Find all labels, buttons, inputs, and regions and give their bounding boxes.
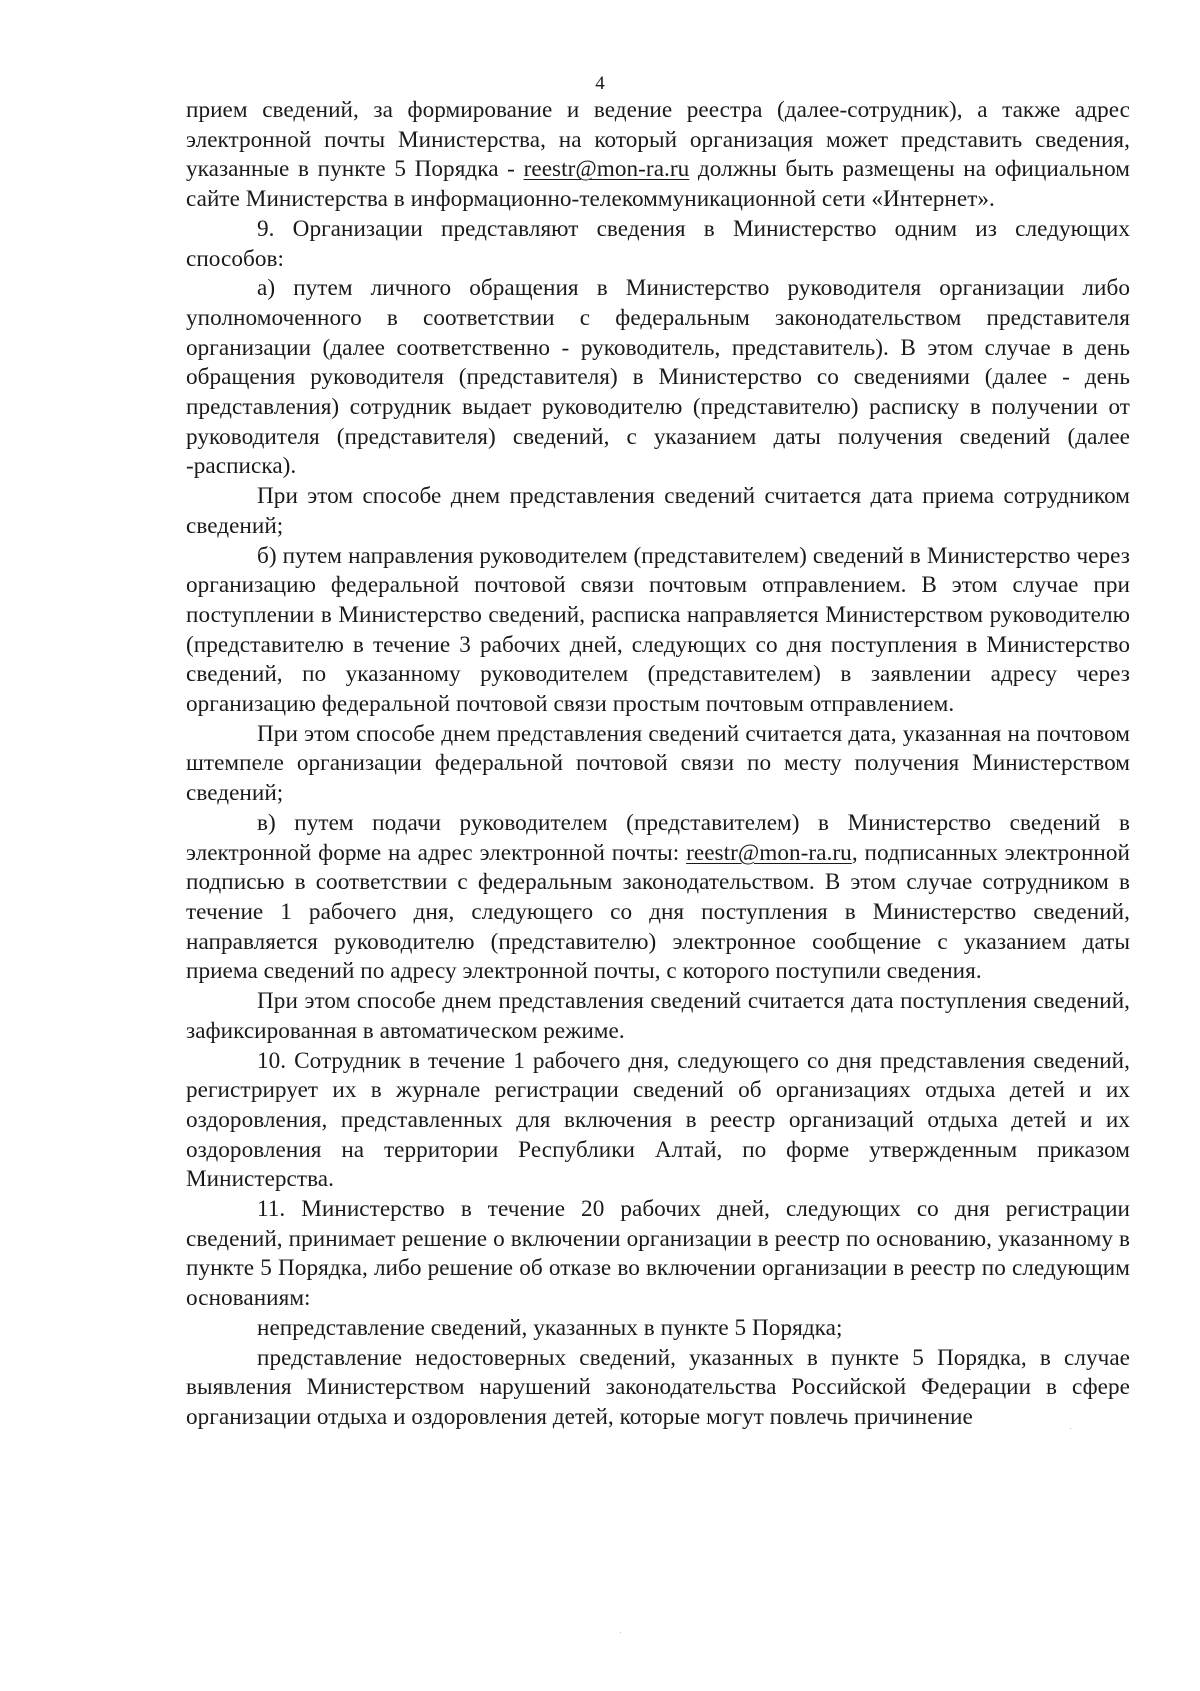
paragraph-text: 10. Сотрудник в течение 1 рабочего дня, следующего со дня представления сведений, регистрирует их в журнале регистрации сведений об организациях отдыха детей и их оздоровления, представленных для включения в реестр организаций отдыха детей и их оздоровления на территории Республики Алтай, по форме утвержденным приказом Министерства. <box>186 1047 1130 1193</box>
paragraph-text: , подписанных электронной подписью в соответствии с федеральным законодательством. В этом случае сотрудником в течение 1 рабочего дня, следующего со дня поступления в Министерство сведений, направляется руководителю (представителю) электронное сообщение с указанием даты приема сведений по адресу электронной почты, с которого поступили сведения. <box>186 839 1130 985</box>
paragraph-text: 11. Министерство в течение 20 рабочих дней, следующих со дня регистрации сведений, принимает решение о включении организации в реестр по основанию, указанному в пункте 5 Порядка, либо решение об отказе во включении организации в реестр по следующим основаниям: <box>186 1196 1130 1312</box>
paragraph-text: б) путем направления руководителем (представителем) сведений в Министерство через организацию федеральной почтовой связи почтовым отправлением. В этом случае при поступлении в Министерство сведений, расписка направляется Министерством руководителю (представителю в течение 3 рабочих дней, следующих со дня поступления в Министерство сведений, по указанному руководителем (представителем) в заявлении адресу через организацию федеральной почтовой связи простым почтовым отправлением. <box>186 542 1130 718</box>
paragraph-text: При этом способе днем представления сведений считается дата, указанная на почтовом штемпеле организации федеральной почтовой связи по месту получения Министерством сведений; <box>186 720 1130 807</box>
paragraph-text: должны быть размещены на официальном сайте Министерства в информационно-телекоммуникационной сети «Интернет». <box>186 156 1130 213</box>
paragraph-text: При этом способе днем представления сведений считается дата поступления сведений, зафиксированная в автоматическом режиме. <box>186 988 1130 1044</box>
paragraph <box>186 720 1130 809</box>
paragraph-text: представление недостоверных сведений, указанных в пункте 5 Порядка, в случае выявления Министерством нарушений законодательства Российской Федерации в сфере организации отдыха и оздоровления детей, которые могут повлечь причинение <box>186 1344 1130 1430</box>
paragraph <box>186 96 1130 215</box>
paragraph <box>186 542 1130 720</box>
paragraph-text: а) путем личного обращения в Министерство руководителя организации либо уполномоченного в соответствии с федеральным законодательством представителя организации (далее соответственно - руководитель, представитель). В этом случае в день обращения руководителя (представителя) в Министерство со сведениями (далее - день представления) сотрудник выдает руководителю (представителю) расписку в получении от руководителя (представителя) сведений, с указанием даты получения сведений (далее -расписка). <box>186 275 1130 480</box>
paragraph <box>186 1314 1130 1344</box>
document-body <box>186 96 1130 1433</box>
paragraph-text: При этом способе днем представления сведений считается дата приема сотрудником сведений; <box>186 483 1130 539</box>
email-link[interactable]: reestr@mon-ra.ru <box>686 839 852 866</box>
paragraph <box>186 987 1130 1046</box>
paragraph <box>186 1195 1130 1314</box>
paragraph-text: прием сведений, за формирование и ведение реестра (далее-сотрудник), а также адрес электронной почты Министерства, на который организация может представить сведения, указанные в пункте 5 Порядка - <box>186 97 1130 183</box>
scan-artifact <box>1070 1428 1071 1429</box>
paragraph-text: в) путем подачи руководителем (представителем) в Министерство сведений в электронной форме на адрес электронной почты: <box>186 809 1130 866</box>
page-number: 4 <box>595 73 605 94</box>
paragraph <box>186 215 1130 274</box>
paragraph-text: непредставление сведений, указанных в пункте 5 Порядка; <box>257 1314 843 1341</box>
paragraph <box>186 274 1130 482</box>
paragraph <box>186 1344 1130 1433</box>
email-link[interactable]: reestr@mon-ra.ru <box>523 156 690 183</box>
paragraph <box>186 809 1130 987</box>
paragraph <box>186 1047 1130 1196</box>
paragraph <box>186 482 1130 541</box>
paragraph-text: 9. Организации представляют сведения в Министерство одним из следующих способов: <box>186 215 1130 272</box>
scan-artifact <box>620 1632 621 1633</box>
